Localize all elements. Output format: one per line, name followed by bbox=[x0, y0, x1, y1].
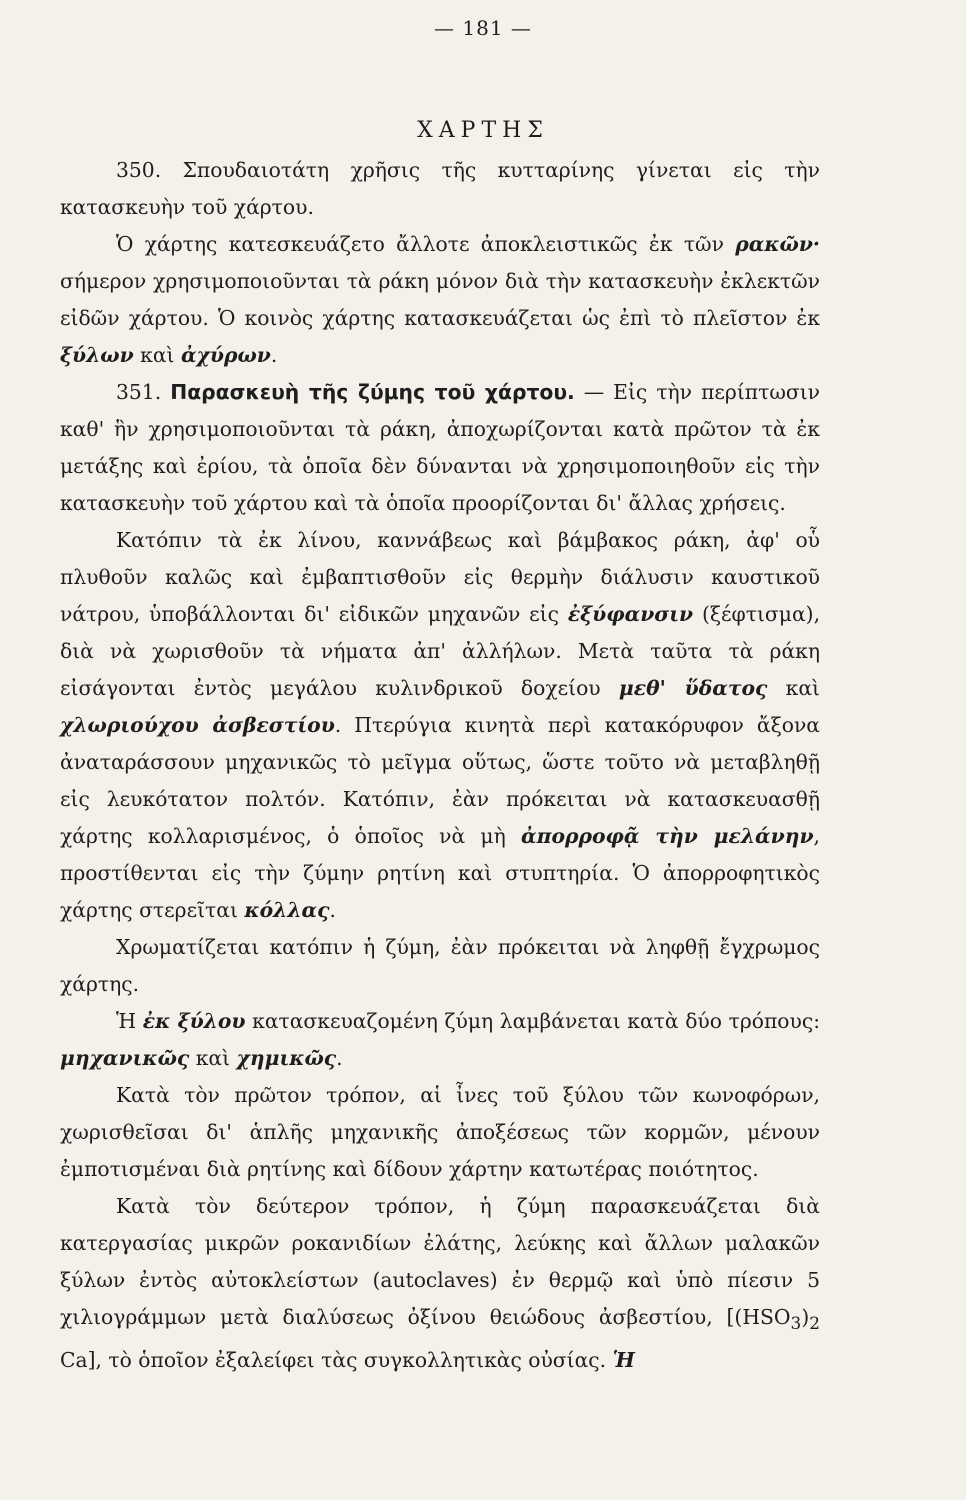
formula-subscript: 3 bbox=[790, 1313, 802, 1334]
text-run: καὶ bbox=[195, 1046, 231, 1070]
text-run: καὶ bbox=[140, 343, 175, 367]
emphasis-term: ἀπορροφᾷ τὴν μελάνην bbox=[521, 824, 814, 848]
section-350 bbox=[60, 152, 820, 226]
formula-subscript: 2 bbox=[809, 1313, 820, 1334]
emphasis-term: χημικῶς bbox=[236, 1046, 337, 1070]
emphasis-term: ἐκ ξύλου bbox=[142, 1009, 246, 1033]
paragraph-text: Κατὰ τὸν πρῶτον τρόπον, αἱ ἶνες τοῦ ξύλου τῶν κωνοφόρων, χωρισθεῖσαι δι' ἁπλῆς μηχανικῆς ἀποξέσεως τῶν κορμῶν, μένουν ἐμποτισμέναι διὰ ρητίνης καὶ δίδουν χάρτην κατωτέρας ποιότητος. bbox=[60, 1083, 820, 1181]
emphasis-term: κόλλας bbox=[244, 898, 330, 922]
paragraph-chemical bbox=[60, 1188, 820, 1379]
text-run: Κατὰ τὸν δεύτερον τρόπον, ἡ ζύμη παρασκευάζεται διὰ κατεργασίας μικρῶν ροκανιδίων ἐλάτης, λεύκης καὶ ἄλλων μαλακῶν ξύλων ἐντὸς αὐτοκλείστων (autoclaves) ἐν θερμῷ καὶ ὑπὸ πίεσιν 5 χιλιογράμμων μετὰ διαλύσεως ὀξίνου θειώδους ἀσβεστίου, bbox=[60, 1194, 820, 1329]
formula-part: ) bbox=[801, 1305, 810, 1329]
page-body bbox=[60, 152, 820, 1379]
text-run: Ἡ bbox=[116, 1009, 137, 1033]
text-run: (ξέφτισμα), διὰ νὰ χωρισθοῦν τὰ νήματα ἀπ' ἀλλήλων. Μετὰ ταῦτα τὰ ράκη εἰσάγονται ἐντὸς μεγάλου κυλινδρικοῦ δοχείου bbox=[60, 602, 821, 700]
section-number: 350. bbox=[116, 158, 162, 182]
emphasis-term: ἐξύφανσιν bbox=[567, 602, 694, 626]
continuation-word: Ἡ bbox=[612, 1348, 635, 1373]
formula-part: Ca] bbox=[60, 1348, 96, 1373]
paragraph-coloring bbox=[60, 929, 820, 1003]
text-run: , τὸ ὁποῖον ἐξαλείφει τὰς συγκολλητικὰς οὐσίας. bbox=[95, 1348, 607, 1373]
emphasis-term: μηχανικῶς bbox=[60, 1046, 190, 1070]
paragraph-wood-pulp bbox=[60, 1003, 820, 1077]
text-run: Ὁ χάρτης κατεσκευάζετο ἄλλοτε ἀποκλειστικῶς ἐκ τῶν bbox=[116, 232, 724, 256]
text-run: . Πτερύγια κινητὰ περὶ κατακόρυφον ἄξονα ἀναταράσσουν μηχανικῶς τὸ μεῖγμα οὕτως, ὥστε τοῦτο νὰ μεταβληθῇ εἰς λευκότατον πολτόν. Κατόπιν, ἐὰν πρόκειται νὰ κατασκευασθῇ χάρτης κολλαρισμένος, ὁ ὁποῖος νὰ μὴ bbox=[60, 713, 820, 848]
text-run: . bbox=[270, 343, 278, 367]
text-run: . bbox=[329, 898, 336, 922]
emphasis-term: χλωριούχου ἀσβεστίου bbox=[60, 713, 335, 737]
formula-part: [(HSO bbox=[726, 1305, 791, 1329]
text-run: , προστίθενται εἰς τὴν ζύμην ρητίνη καὶ στυπτηρία. Ὁ ἀπορροφητικὸς χάρτης στερεῖται bbox=[60, 824, 820, 922]
emphasis-term: ἀχύρων bbox=[180, 343, 271, 367]
paragraph-text: — Εἰς τὴν περίπτωσιν καθ' ἣν χρησιμοποιοῦνται τὰ ράκη, ἀποχωρίζονται κατὰ πρῶτον τὰ ἐκ μετάξης καὶ ἐρίου, τὰ ὁποῖα δὲν δύνανται νὰ χρησιμοποιηθοῦν εἰς τὴν κατασκευὴν τοῦ χάρτου καὶ τὰ ὁποῖα προορίζονται δι' ἄλλας χρήσεις. bbox=[60, 380, 820, 515]
page-number: — 181 — bbox=[434, 16, 532, 40]
paragraph-text: Σπουδαιοτάτη χρῆσις τῆς κυτταρίνης γίνεται εἰς τὴν κατασκευὴν τοῦ χάρτου. bbox=[60, 158, 820, 219]
text-run: . bbox=[336, 1046, 343, 1070]
text-run: σήμερον χρησιμοποιοῦνται τὰ ράκη μόνον διὰ τὴν κατασκευὴν ἐκλεκτῶν εἰδῶν χάρτου. Ὁ κοινὸς χάρτης κατασκευάζεται ὡς ἐπὶ τὸ πλεῖστον ἐκ bbox=[60, 269, 820, 330]
emphasis-term: ρακῶν· bbox=[735, 232, 820, 256]
text-run: καὶ bbox=[785, 676, 820, 700]
section-number: 351. bbox=[116, 380, 162, 404]
paragraph-rags bbox=[60, 226, 820, 374]
paragraph-mechanical bbox=[60, 1077, 820, 1188]
section-351 bbox=[60, 374, 820, 522]
emphasis-term: ξύλων bbox=[60, 343, 134, 367]
text-run: κατασκευαζομένη ζύμη λαμβάνεται κατὰ δύο τρόπους: bbox=[252, 1009, 821, 1033]
section-heading: Παρασκευὴ τῆς ζύμης τοῦ χάρτου. bbox=[170, 380, 575, 404]
paragraph-process bbox=[60, 522, 820, 929]
chapter-title: ΧΑΡΤΗΣ bbox=[417, 118, 549, 143]
emphasis-term: μεθ' ὕδατος bbox=[618, 676, 768, 700]
paragraph-text: Χρωματίζεται κατόπιν ἡ ζύμη, ἐὰν πρόκειται νὰ ληφθῇ ἔγχρωμος χάρτης. bbox=[60, 935, 820, 996]
text-run: Κατόπιν τὰ ἐκ λίνου, καννάβεως καὶ βάμβακος ράκη, ἀφ' οὗ πλυθοῦν καλῶς καὶ ἐμβαπτισθοῦν εἰς θερμὴν διάλυσιν καυστικοῦ νάτρου, ὑποβάλλονται δι' εἰδικῶν μηχανῶν εἰς bbox=[60, 528, 820, 626]
